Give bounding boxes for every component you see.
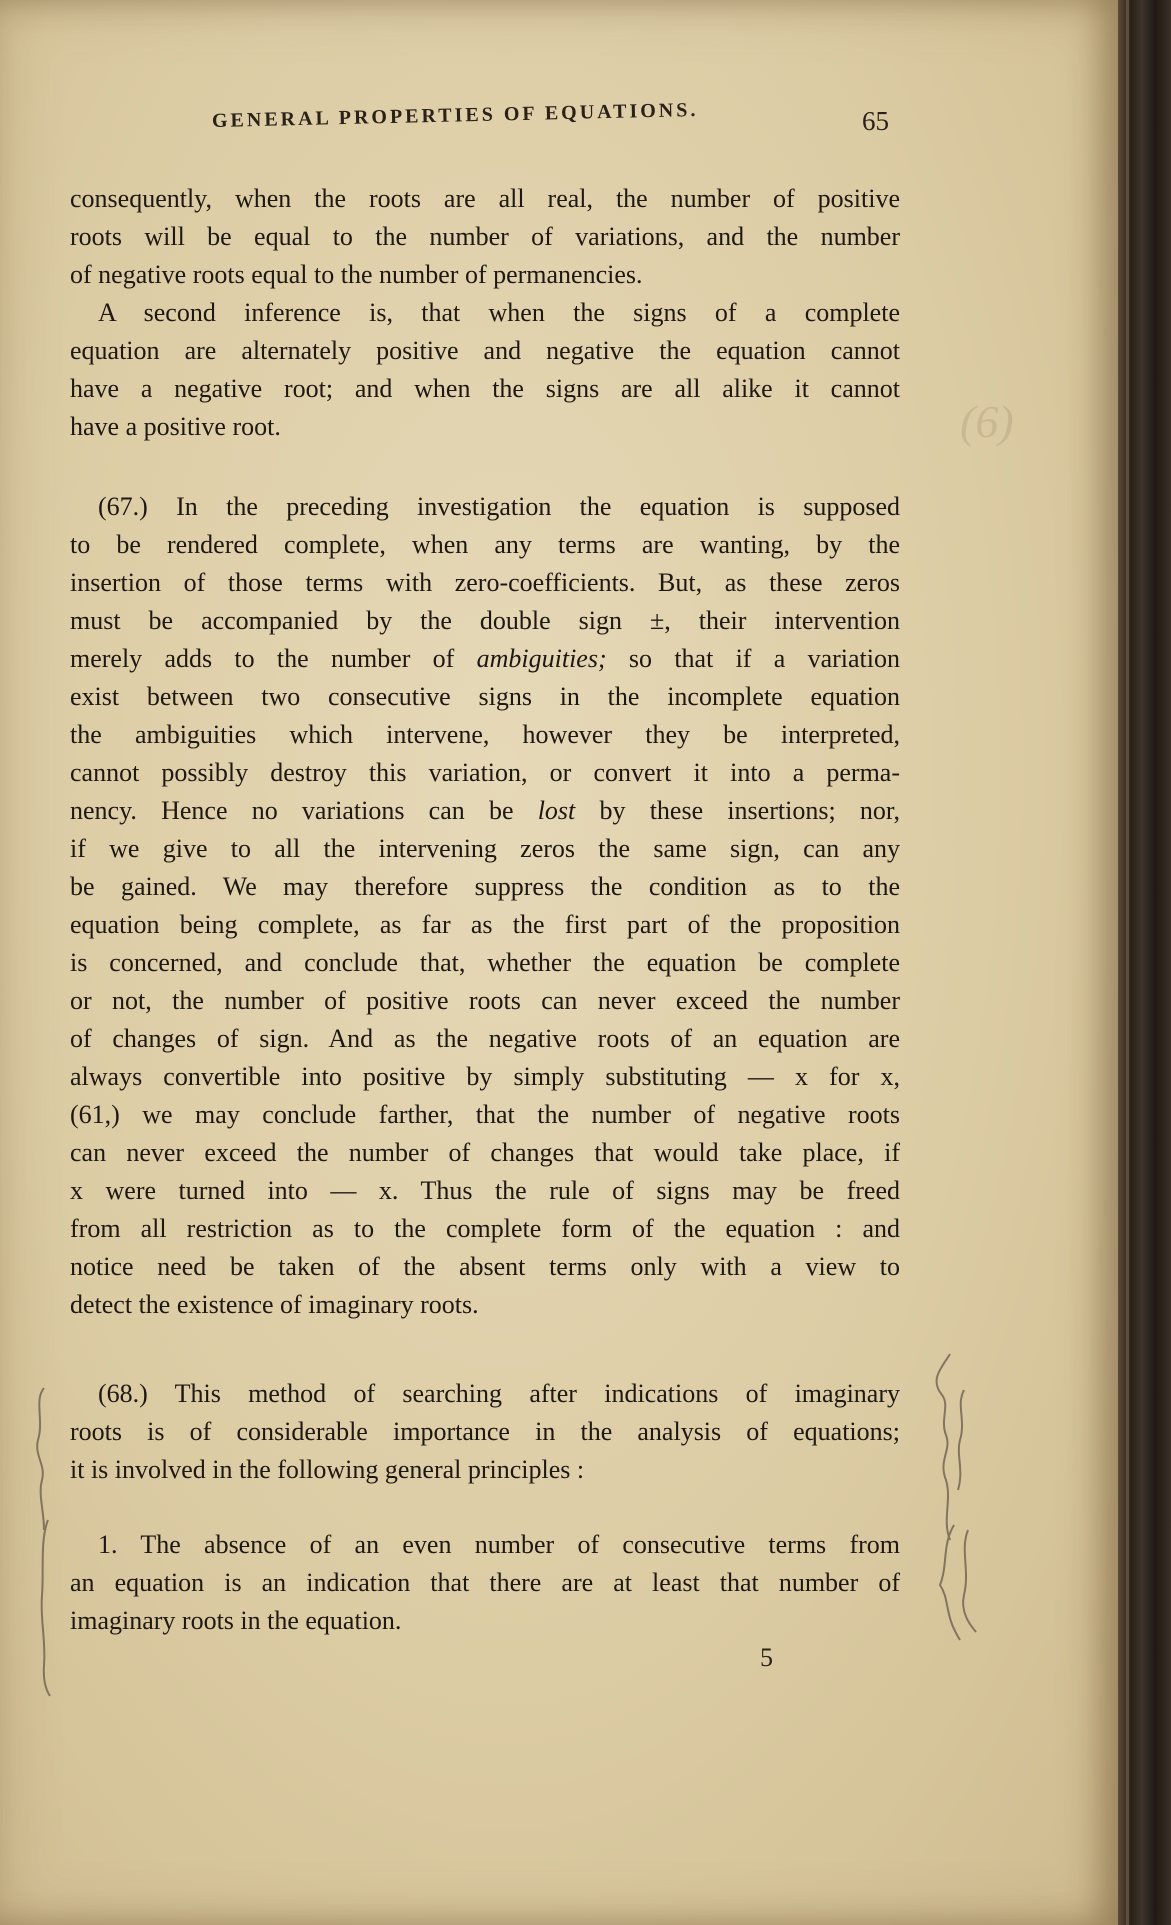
text-line: of negative roots equal to the number of permanencies.: [70, 260, 643, 289]
text-line: insertion of those terms with zero-coefficients. But, as these zeros: [70, 568, 900, 597]
text-line: A second inference is, that when the signs of a complete: [98, 298, 900, 327]
text-span: nency. Hence no variations can be: [70, 796, 538, 825]
text-line: equation are alternately positive and negative the equation cannot: [70, 336, 900, 365]
text-line: be gained. We may therefore suppress the condition as to the: [70, 872, 900, 901]
text-line: or not, the number of positive roots can never exceed the number: [70, 986, 900, 1015]
text-span: by these insertions; nor,: [575, 796, 900, 825]
text-line: is concerned, and conclude that, whether the equation be complete: [70, 948, 900, 977]
text-line: imaginary roots in the equation.: [70, 1606, 402, 1635]
text-line: detect the existence of imaginary roots.: [70, 1290, 479, 1319]
text-line: can never exceed the number of changes that would take place, if: [70, 1138, 900, 1167]
text-line: have a positive root.: [70, 412, 281, 441]
text-line: notice need be taken of the absent terms only with a view to: [70, 1252, 900, 1281]
text-line: equation being complete, as far as the first part of the proposition: [70, 910, 900, 939]
italic-term: ambiguities;: [476, 644, 607, 673]
text-line: roots is of considerable importance in the analysis of equations;: [70, 1417, 900, 1446]
text-line: of changes of sign. And as the negative roots of an equation are: [70, 1024, 900, 1053]
text-line: always convertible into positive by simply substituting — x for x,: [70, 1062, 900, 1091]
text-line: cannot possibly destroy this variation, or convert it into a perma-: [70, 758, 900, 787]
text-line: (68.) This method of searching after indications of imaginary: [98, 1379, 900, 1408]
text-line: it is involved in the following general principles :: [70, 1455, 585, 1484]
text-line-with-italic: [70, 640, 900, 678]
signature-mark: 5: [760, 1643, 773, 1672]
text-span: merely adds to the number of: [70, 644, 477, 673]
text-line: to be rendered complete, when any terms are wanting, by the: [70, 530, 900, 559]
pencil-bracket-right: [920, 1350, 980, 1650]
text-line: x were turned into — x. Thus the rule of signs may be freed: [70, 1176, 900, 1205]
text-line: consequently, when the roots are all real, the number of positive: [70, 184, 900, 213]
text-span: so that if a variation: [606, 644, 900, 673]
text-line: 1. The absence of an even number of consecutive terms from: [98, 1530, 900, 1559]
text-line: an equation is an indication that there are at least that number of: [70, 1568, 900, 1597]
text-line: the ambiguities which intervene, however they be interpreted,: [70, 720, 900, 749]
show-through-mark: (6): [960, 396, 1014, 447]
text-line: (61,) we may conclude farther, that the number of negative roots: [70, 1100, 900, 1129]
text-line: exist between two consecutive signs in the incomplete equation: [70, 682, 900, 711]
running-head: GENERAL PROPERTIES OF EQUATIONS.: [211, 98, 699, 132]
pencil-bracket-left: [30, 1380, 70, 1700]
text-line-with-italic: [70, 792, 900, 830]
text-line: must be accompanied by the double sign ±, their intervention: [70, 606, 900, 635]
text-line: have a negative root; and when the signs are all alike it cannot: [70, 374, 900, 403]
text-line: from all restriction as to the complete form of the equation : and: [70, 1214, 900, 1243]
text-line: roots will be equal to the number of variations, and the number: [70, 222, 900, 251]
text-line: (67.) In the preceding investigation the equation is supposed: [98, 492, 900, 521]
italic-term: lost: [537, 796, 576, 825]
text-line: if we give to all the intervening zeros the same sign, can any: [70, 834, 900, 863]
page-number: 65: [862, 106, 889, 136]
book-binding: [1118, 0, 1171, 1925]
